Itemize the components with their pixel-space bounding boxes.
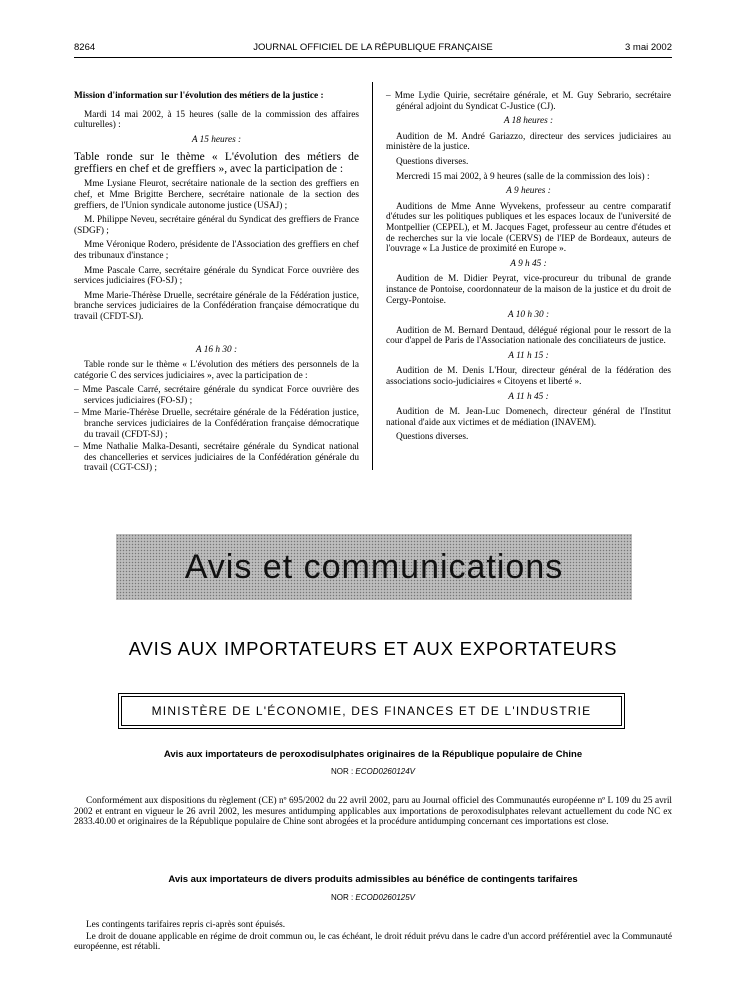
time-slot: A 9 h 45 : bbox=[510, 258, 547, 269]
left-column bbox=[74, 91, 359, 478]
notice-paragraph: Le droit de douane applicable en régime de droit commun ou, le cas échéant, le droit réduit prévu dans le cadre d'un accord préférentiel avec la Communauté européenne, est rétabli. bbox=[74, 931, 672, 953]
section-banner bbox=[116, 534, 632, 600]
questions: Questions diverses. bbox=[396, 432, 469, 443]
header-rule bbox=[74, 57, 672, 58]
nor-code: ECOD0260125V bbox=[355, 893, 416, 902]
participant: Mme Marie-Thérèse Druelle, secrétaire générale de la Fédération justice, branche services judiciaires de la Confédération française démocratique du travail (CFDT-SJ). bbox=[74, 290, 359, 322]
time-slot: A 11 h 45 : bbox=[508, 391, 549, 402]
participant-list bbox=[386, 91, 671, 112]
participant: – Mme Nathalie Malka-Desanti, secrétaire générale du Syndicat national des chancelleries et services judiciaires de la Confédération générale du travail (CGT-CSJ) ; bbox=[74, 442, 359, 474]
time-slot: A 9 heures : bbox=[506, 186, 551, 197]
time-slot: A 18 heures : bbox=[503, 116, 554, 127]
audition: Audition de M. Bernard Dentaud, délégué régional pour le ressort de la cour d'appel de Paris de l'Association nationale des conciliateurs de justice. bbox=[386, 325, 671, 347]
audition: Audition de M. André Gariazzo, directeur des services judiciaires au ministère de la justice. bbox=[386, 131, 671, 153]
audition: Audition de M. Denis L'Hour, directeur général de la fédération des associations socio-judiciaires « Citoyens et liberté ». bbox=[386, 366, 671, 388]
participant: – Mme Marie-Thérèse Druelle, secrétaire générale de la Fédération justice, branche services judiciaires de la Confédération française démocratique du travail (CFDT-SJ) ; bbox=[74, 408, 359, 440]
right-column bbox=[386, 91, 671, 447]
participant-list bbox=[74, 385, 359, 474]
roundtable-title: Table ronde sur le thème « L'évolution des métiers des personnels de la catégorie C des services judiciaires », avec la participation de : bbox=[74, 360, 359, 381]
time-slot: A 11 h 15 : bbox=[508, 350, 549, 361]
column-divider bbox=[372, 82, 373, 470]
ministry-box bbox=[121, 696, 622, 726]
nor-code: ECOD0260124V bbox=[355, 767, 416, 776]
mission-heading: Mission d'information sur l'évolution des métiers de la justice : bbox=[74, 91, 324, 101]
participant: Mme Lysiane Fleurot, secrétaire nationale de la section des greffiers en chef, et Mme Brigitte Berchere, secrétaire nationale de la section des greffiers, de l'Union syndicale autonome justice (USAJ) ; bbox=[74, 179, 359, 211]
session-date: Mercredi 15 mai 2002, à 9 heures (salle de la commission des lois) : bbox=[396, 171, 650, 182]
nor-reference bbox=[74, 767, 672, 776]
notice-title: Avis aux importateurs de divers produits admissibles au bénéfice de contingents tarifaires bbox=[168, 874, 578, 885]
audition: Audition de M. Jean-Luc Domenech, directeur général de l'Institut national d'aide aux victimes et de médiation (INAVEM). bbox=[386, 407, 671, 428]
nor-label: NOR : bbox=[330, 767, 356, 776]
notice-body bbox=[74, 796, 672, 829]
issue-date: 3 mai 2002 bbox=[624, 42, 672, 53]
notice-paragraph: Conformément aux dispositions du règlement (CE) nº 695/2002 du 22 avril 2002, paru au Journal officiel des Communautés européenne nº L 109 du 25 avril 2002 et entrant en vigueur le 26 avril 2002, les mesures antidumping applicables aux importations de peroxodisulphates relevant actuellement du code NC ex 2833.40.00 et originaires de la République populaire de Chine sont abrogées et la procédure antidumping concernant ces importations est close. bbox=[74, 796, 672, 828]
section-title: AVIS AUX IMPORTATEURS ET AUX EXPORTATEURS bbox=[128, 638, 618, 659]
roundtable-title: Table ronde sur le thème « L'évolution des métiers de greffiers en chef et de greffiers », avec la participation de : bbox=[74, 151, 359, 176]
time-slot: A 10 h 30 : bbox=[507, 310, 550, 321]
participant: – Mme Lydie Quirie, secrétaire générale, et M. Guy Sebrario, secrétaire général adjoint du Syndicat C-Justice (CJ). bbox=[386, 91, 671, 112]
journal-title: JOURNAL OFFICIEL DE LA RÉPUBLIQUE FRANÇAISE bbox=[253, 42, 493, 53]
page-number: 8264 bbox=[74, 42, 96, 53]
time-slot: A 15 heures : bbox=[191, 134, 242, 145]
audition: Audition de M. Didier Peyrat, vice-procureur du tribunal de grande instance de Pontoise, coordonnateur de la maison de la justice et du droit de Cergy-Pontoise. bbox=[386, 274, 671, 306]
notice-title: Avis aux importateurs de peroxodisulphates originaires de la République populaire de Chine bbox=[163, 749, 583, 760]
notice-body bbox=[74, 920, 672, 954]
audition: Auditions de Mme Anne Wyvekens, professeur au centre comparatif d'études sur les politiques publiques et les espaces locaux de l'université de Montpellier (CEPEL), et M. Jacques Faget, professeur au centre d'études et de recherches sur la vie locale (CERVS) de l'IEP de Bordeaux, auteurs de l'ouvrage « La Justice de proximité en Europe ». bbox=[386, 201, 671, 255]
ministry-name: MINISTÈRE DE L'ÉCONOMIE, DES FINANCES ET DE L'INDUSTRIE bbox=[151, 704, 592, 718]
nor-label: NOR : bbox=[330, 893, 356, 902]
time-slot: A 16 h 30 : bbox=[195, 344, 238, 355]
participant: Mme Véronique Rodero, présidente de l'Association des greffiers en chef des tribunaux d'instance ; bbox=[74, 240, 359, 261]
participant: – Mme Pascale Carré, secrétaire générale du syndicat Force ouvrière des services judiciaires (FO-SJ) ; bbox=[74, 385, 359, 406]
questions: Questions diverses. bbox=[396, 156, 469, 167]
banner-title: Avis et communications bbox=[184, 547, 564, 586]
nor-reference bbox=[74, 893, 672, 902]
session-date: Mardi 14 mai 2002, à 15 heures (salle de la commission des affaires culturelles) : bbox=[74, 109, 359, 131]
participant: M. Philippe Neveu, secrétaire général du Syndicat des greffiers de France (SDGF) ; bbox=[74, 215, 359, 236]
notice-paragraph: Les contingents tarifaires repris ci-après sont épuisés. bbox=[86, 920, 286, 930]
participant: Mme Pascale Carre, secrétaire générale du Syndicat Force ouvrière des services judiciaires (FO-SJ) ; bbox=[74, 265, 359, 287]
